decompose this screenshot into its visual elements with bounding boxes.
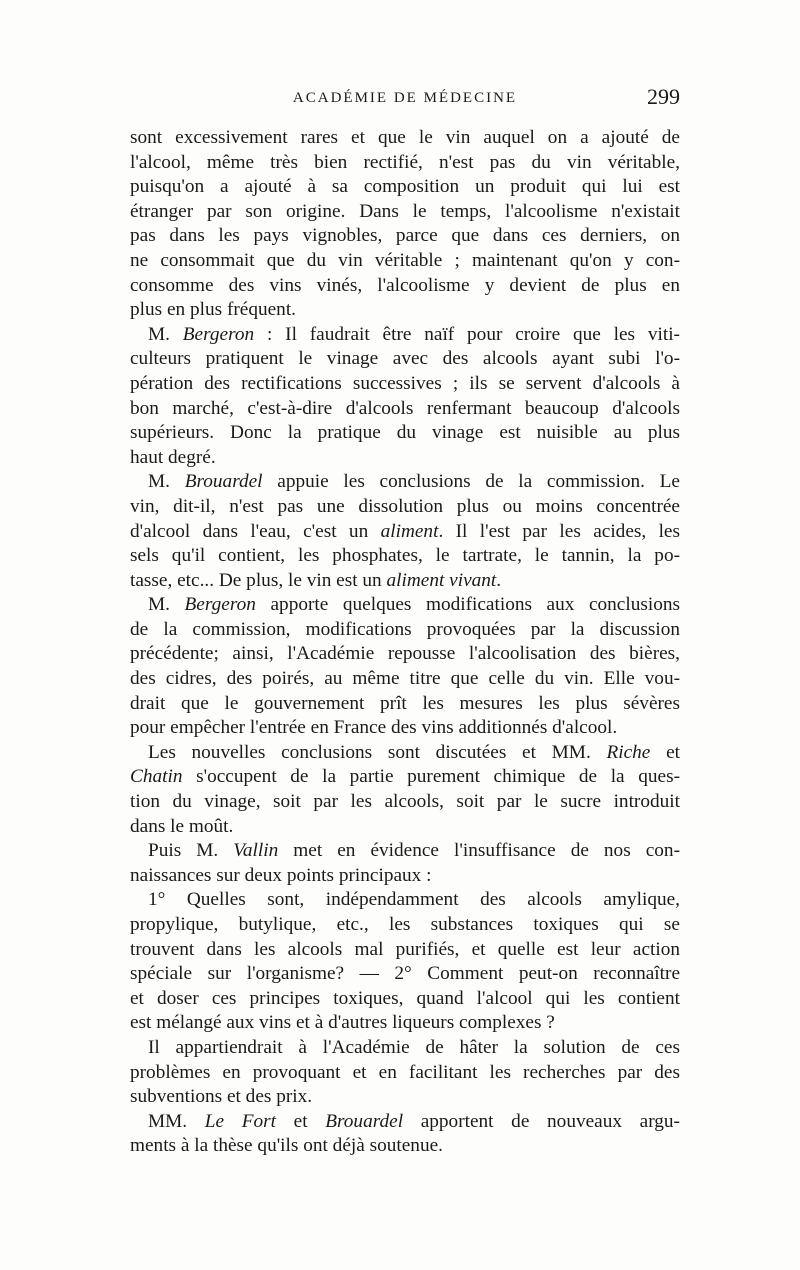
speaker-name: Brouardel: [325, 1110, 404, 1132]
speaker-name: Chatin: [130, 766, 183, 788]
text-line: Il appartiendrait à l'Académie de hâter la solution de ces: [148, 1036, 680, 1058]
text-line: de la commission, modifications provoquées par la discussion: [130, 618, 680, 640]
speaker-title: M.: [148, 323, 183, 345]
text-line: culteurs pratiquent le vinage avec des alcools ayant subi l'o-: [130, 348, 680, 370]
speaker-name: Brouardel: [184, 471, 263, 493]
text-line: drait que le gouvernement prît les mesures les plus sévères: [130, 692, 680, 714]
text-line: spéciale sur l'organisme? — 2° Comment peut-on reconnaître: [130, 963, 680, 985]
text-line: subventions et des prix.: [130, 1086, 313, 1108]
emphasis: aliment vivant: [386, 569, 497, 591]
text-line: problèmes en provoquant et en facilitant les recherches par des: [130, 1061, 680, 1083]
text-line: pération des rectifications successives ; ils se servent d'alcools à: [130, 372, 680, 394]
text-line: dans le moût.: [130, 815, 234, 837]
page-body: [130, 126, 680, 1159]
text-line: MM. Le Fort et Brouardel apportent de nouveaux argu-: [148, 1110, 680, 1132]
running-head: ACADÉMIE DE MÉDECINE: [292, 90, 518, 106]
text-line: bon marché, c'est-à-dire d'alcools renfermant beaucoup d'alcools: [130, 397, 680, 419]
text-line: supérieurs. Donc la pratique du vinage est nuisible au plus: [130, 422, 680, 444]
text-line: précédente; ainsi, l'Académie repousse l'alcoolisation des bières,: [130, 643, 680, 665]
speaker-name: Bergeron: [182, 323, 255, 345]
speaker-title: M.: [148, 471, 185, 493]
text-line: plus en plus fréquent.: [130, 299, 296, 321]
line-rest: appuie les conclusions de la commission. Le: [262, 471, 680, 493]
text-line: ne consommait que du vin véritable ; maintenant qu'on y con-: [130, 249, 680, 271]
text-line: étranger par son origine. Dans le temps, l'alcoolisme n'existait: [130, 200, 680, 222]
emphasis: aliment: [380, 520, 439, 542]
text-line: Chatin s'occupent de la partie purement chimique de la ques-: [130, 766, 680, 788]
text-line: vin, dit-il, n'est pas une dissolution plus ou moins concentrée: [130, 495, 680, 517]
line-rest: : Il faudrait être naïf pour croire que les viti-: [254, 323, 680, 345]
text-line: est mélangé aux vins et à d'autres liqueurs complexes ?: [130, 1012, 555, 1034]
speaker-name: Riche: [606, 741, 651, 763]
page-number: 299: [647, 84, 680, 109]
text-line: consomme des vins vinés, l'alcoolisme y devient de plus en: [130, 274, 680, 296]
line-rest: apporte quelques modifications aux conclusions: [255, 594, 680, 616]
text-line: propylique, butylique, etc., les substances toxiques qui se: [130, 914, 680, 935]
speaker-name: Le Fort: [204, 1110, 276, 1132]
text-line: ments à la thèse qu'ils ont déjà soutenue.: [130, 1135, 443, 1157]
text-line: haut degré.: [130, 446, 216, 468]
text-line: puisqu'on a ajouté à sa composition un produit qui lui est: [130, 176, 680, 198]
text-line: Puis M. Vallin met en évidence l'insuffisance de nos con-: [148, 840, 680, 862]
speaker-name: Bergeron: [184, 594, 256, 616]
text-line: tion du vinage, soit par les alcools, soit par le sucre introduit: [130, 791, 680, 813]
text-line: d'alcool dans l'eau, c'est un aliment. Il l'est par les acides, les: [130, 520, 680, 542]
text-line: [130, 470, 680, 495]
text-line: trouvent dans les alcools mal purifiés, et quelle est leur action: [130, 938, 680, 960]
text-line: pas dans les pays vignobles, parce que dans ces derniers, on: [130, 225, 680, 247]
text-line: tasse, etc... De plus, le vin est un aliment vivant.: [130, 569, 502, 591]
text-line: et doser ces principes toxiques, quand l'alcool qui les contient: [130, 987, 680, 1009]
speaker-name: Vallin: [233, 840, 279, 862]
speaker-title: M.: [148, 594, 185, 616]
text-line: pour empêcher l'entrée en France des vins additionnés d'alcool.: [130, 717, 618, 739]
text-line: [130, 323, 680, 348]
text-line: l'alcool, même très bien rectifié, n'est pas du vin véritable,: [130, 151, 680, 173]
text-line: 1° Quelles sont, indépendamment des alcools amylique,: [148, 889, 680, 911]
text-line: naissances sur deux points principaux :: [130, 864, 432, 886]
text-line: sels qu'il contient, les phosphates, le tartrate, le tannin, la po-: [130, 545, 680, 567]
text-line: [130, 593, 680, 618]
text-line: Les nouvelles conclusions sont discutées et MM. Riche et: [148, 741, 680, 763]
text-line: sont excessivement rares et que le vin auquel on a ajouté de: [130, 127, 680, 148]
page-header: [130, 84, 680, 118]
text-line: des cidres, des poirés, au même titre que celle du vin. Elle vou-: [130, 668, 680, 690]
